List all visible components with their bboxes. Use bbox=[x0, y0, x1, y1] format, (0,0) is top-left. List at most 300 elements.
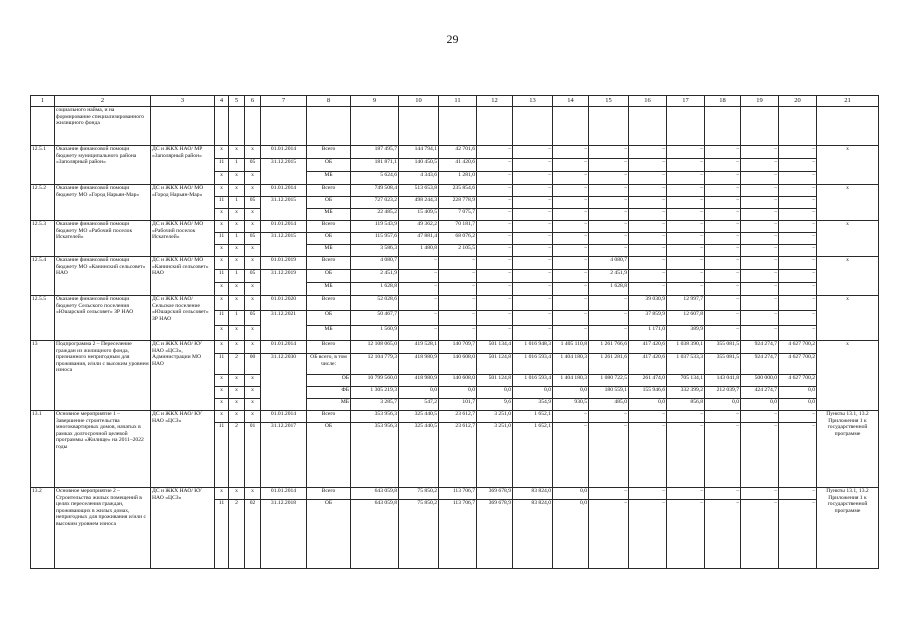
funding-source: ОБ bbox=[307, 159, 351, 172]
amount-cell: – bbox=[629, 270, 667, 283]
budget-code: x bbox=[245, 375, 261, 387]
amount-cell: – bbox=[513, 245, 553, 257]
amount-cell: – bbox=[629, 172, 667, 185]
budget-code: x bbox=[229, 488, 245, 500]
header-cell-2: 2 bbox=[55, 96, 151, 107]
budget-code: 1 bbox=[229, 159, 245, 172]
budget-code: 05 bbox=[245, 197, 261, 209]
amount-cell: – bbox=[553, 270, 589, 283]
budget-code: x bbox=[215, 221, 229, 233]
measure-note: x bbox=[817, 257, 879, 296]
amount-cell: 0,0 bbox=[629, 399, 667, 411]
amount-cell: – bbox=[553, 172, 589, 185]
cont-empty-cell bbox=[215, 107, 229, 146]
amount-cell: – bbox=[553, 296, 589, 311]
r4-line-1 bbox=[31, 257, 879, 270]
amount-cell: 355 081,5 bbox=[705, 354, 741, 375]
start-date: 01.01.2014 bbox=[261, 488, 307, 500]
measure-note: x bbox=[817, 146, 879, 185]
amount-cell: 70 181,7 bbox=[439, 221, 477, 233]
measure-executor: ДС и ЖКХ НАО/ МО «Рабочий поселок Искателей» bbox=[151, 221, 215, 257]
amount-cell: – bbox=[477, 257, 513, 270]
amount-cell: 2 451,9 bbox=[351, 270, 399, 283]
amount-cell: – bbox=[779, 146, 817, 159]
budget-code: x bbox=[245, 387, 261, 399]
amount-cell: 49 362,2 bbox=[399, 221, 439, 233]
amount-cell: 353 956,3 bbox=[351, 411, 399, 423]
cont-empty-cell bbox=[667, 107, 705, 146]
amount-cell: 0,0 bbox=[477, 387, 513, 399]
amount-cell: – bbox=[477, 159, 513, 172]
budget-code: x bbox=[229, 146, 245, 159]
budget-code: x bbox=[245, 221, 261, 233]
amount-cell: – bbox=[779, 270, 817, 283]
amount-cell: 261 474,0 bbox=[629, 375, 667, 387]
amount-cell: – bbox=[589, 500, 629, 569]
amount-cell: 228 778,9 bbox=[439, 197, 477, 209]
amount-cell: – bbox=[779, 283, 817, 296]
cont-num-cell bbox=[31, 107, 55, 146]
amount-cell: – bbox=[705, 423, 741, 488]
cont-empty-cell bbox=[817, 107, 879, 146]
funding-source: МБ bbox=[307, 399, 351, 411]
amount-cell: – bbox=[553, 423, 589, 488]
amount-cell: 50 467,7 bbox=[351, 311, 399, 326]
budget-code: x bbox=[215, 146, 229, 159]
measure-number: 12.5.3 bbox=[31, 221, 55, 257]
amount-cell: 10 799 560,0 bbox=[351, 375, 399, 387]
amount-cell: – bbox=[779, 257, 817, 270]
amount-cell: – bbox=[705, 283, 741, 296]
amount-cell: – bbox=[779, 172, 817, 185]
amount-cell: – bbox=[629, 488, 667, 500]
amount-cell: – bbox=[629, 146, 667, 159]
amount-cell: – bbox=[553, 185, 589, 197]
budget-code: 11 bbox=[215, 197, 229, 209]
amount-cell: 187 495,7 bbox=[351, 146, 399, 159]
amount-cell: 140 608,0 bbox=[439, 375, 477, 387]
continuation-row bbox=[31, 107, 879, 146]
budget-code: 11 bbox=[215, 159, 229, 172]
budget-code: x bbox=[245, 257, 261, 270]
header-cell-19: 19 bbox=[741, 96, 779, 107]
amount-cell: – bbox=[589, 221, 629, 233]
amount-cell: – bbox=[513, 326, 553, 341]
amount-cell: 180 559,1 bbox=[589, 387, 629, 399]
header-cell-1: 1 bbox=[31, 96, 55, 107]
amount-cell: 1 560,9 bbox=[351, 326, 399, 341]
amount-cell: 727 023,2 bbox=[351, 197, 399, 209]
amount-cell: – bbox=[513, 185, 553, 197]
measure-executor: ДС и ЖКХ НАО/ МР «Заполярный район» bbox=[151, 146, 215, 185]
amount-cell: 419 528,1 bbox=[399, 341, 439, 354]
amount-cell: – bbox=[589, 197, 629, 209]
amount-cell: – bbox=[513, 146, 553, 159]
amount-cell: 1 261 766,6 bbox=[589, 341, 629, 354]
start-date: 01.01.2020 bbox=[261, 296, 307, 311]
start-date: 01.01.2014 bbox=[261, 221, 307, 233]
budget-code: 11 bbox=[215, 270, 229, 283]
funding-source: МБ bbox=[307, 245, 351, 257]
measure-note: x bbox=[817, 185, 879, 221]
cont-empty-cell bbox=[351, 107, 399, 146]
amount-cell: – bbox=[705, 411, 741, 423]
amount-cell: – bbox=[553, 221, 589, 233]
budget-code: x bbox=[215, 341, 229, 354]
amount-cell: 12 997,7 bbox=[667, 296, 705, 311]
amount-cell: – bbox=[553, 209, 589, 221]
header-cell-11: 11 bbox=[439, 96, 477, 107]
amount-cell: – bbox=[629, 197, 667, 209]
amount-cell: 4 627 700,2 bbox=[779, 341, 817, 354]
amount-cell: 501 124,8 bbox=[477, 354, 513, 375]
amount-cell: – bbox=[553, 257, 589, 270]
amount-cell: 0,0 bbox=[741, 399, 779, 411]
amount-cell: – bbox=[705, 197, 741, 209]
cont-empty-cell bbox=[705, 107, 741, 146]
budget-code: 11 bbox=[215, 354, 229, 375]
amount-cell: – bbox=[589, 488, 629, 500]
funding-source: ОБ всего, в том числе: bbox=[307, 354, 351, 375]
amount-cell: 643 059,8 bbox=[351, 488, 399, 500]
amount-cell: 1 628,8 bbox=[351, 283, 399, 296]
amount-cell: – bbox=[741, 500, 779, 569]
amount-cell: 181 871,1 bbox=[351, 159, 399, 172]
amount-cell: 115 957,6 bbox=[351, 233, 399, 245]
budget-code: x bbox=[245, 283, 261, 296]
cont-empty-cell bbox=[741, 107, 779, 146]
budget-code: 02 bbox=[245, 500, 261, 569]
measure-executor: ДС и ЖКХ НАО/ МО «Город Нарьян-Мар» bbox=[151, 185, 215, 221]
budget-code: x bbox=[215, 387, 229, 399]
measure-name: Оказание финансовой помощи бюджету муниципального района «Заполярный район» bbox=[55, 146, 151, 185]
amount-cell: – bbox=[741, 146, 779, 159]
funding-source: МБ bbox=[307, 283, 351, 296]
budget-code: x bbox=[229, 245, 245, 257]
amount-cell: – bbox=[779, 185, 817, 197]
amount-cell: – bbox=[477, 146, 513, 159]
amount-cell: 501 134,4 bbox=[477, 341, 513, 354]
budget-code: x bbox=[215, 326, 229, 341]
amount-cell: – bbox=[589, 159, 629, 172]
amount-cell: 235 854,6 bbox=[439, 185, 477, 197]
budget-code: x bbox=[229, 375, 245, 387]
amount-cell: 113 706,7 bbox=[439, 488, 477, 500]
amount-cell: 0,0 bbox=[779, 399, 817, 411]
amount-cell: – bbox=[629, 221, 667, 233]
amount-cell: – bbox=[439, 311, 477, 326]
cont-empty-cell bbox=[261, 107, 307, 146]
budget-code: x bbox=[215, 399, 229, 411]
amount-cell: – bbox=[705, 500, 741, 569]
amount-cell: – bbox=[513, 270, 553, 283]
amount-cell: – bbox=[667, 411, 705, 423]
amount-cell: – bbox=[589, 311, 629, 326]
measure-note: x bbox=[817, 341, 879, 411]
budget-code: x bbox=[229, 399, 245, 411]
r5-line-1 bbox=[31, 296, 879, 311]
amount-cell: 2 451,9 bbox=[589, 270, 629, 283]
end-date: 31.12.2021 bbox=[261, 311, 307, 341]
budget-code: 1 bbox=[229, 311, 245, 326]
budget-code: 05 bbox=[245, 233, 261, 245]
amount-cell: – bbox=[477, 311, 513, 326]
amount-cell: 1 080 722,5 bbox=[589, 375, 629, 387]
start-date: 01.01.2014 bbox=[261, 341, 307, 354]
amount-cell: 369 678,9 bbox=[477, 488, 513, 500]
cont-empty-cell bbox=[307, 107, 351, 146]
amount-cell: – bbox=[399, 326, 439, 341]
r2-line-1 bbox=[31, 185, 879, 197]
amount-cell: – bbox=[629, 423, 667, 488]
budget-code: x bbox=[245, 411, 261, 423]
budget-code: x bbox=[229, 209, 245, 221]
amount-cell: 1 016 593,4 bbox=[513, 354, 553, 375]
amount-cell: – bbox=[705, 488, 741, 500]
funding-source: Всего bbox=[307, 341, 351, 354]
funding-source: Всего bbox=[307, 296, 351, 311]
amount-cell: 119 543,9 bbox=[351, 221, 399, 233]
start-date: 01.01.2014 bbox=[261, 185, 307, 197]
amount-cell: – bbox=[513, 283, 553, 296]
budget-code: 1 bbox=[229, 197, 245, 209]
amount-cell: – bbox=[779, 423, 817, 488]
budget-code: x bbox=[229, 257, 245, 270]
amount-cell: – bbox=[741, 185, 779, 197]
end-date: 31.12.2015 bbox=[261, 159, 307, 185]
amount-cell: – bbox=[667, 221, 705, 233]
measure-executor: ДС и ЖКХ НАО/ КУ НАО «ЦСЗ» bbox=[151, 488, 215, 569]
amount-cell: – bbox=[667, 257, 705, 270]
amount-cell: – bbox=[513, 221, 553, 233]
amount-cell: 513 653,8 bbox=[399, 185, 439, 197]
measure-executor: ДС и ЖКХ НАО/ Сельское поселение «Юшарский сельсовет» ЗР НАО bbox=[151, 296, 215, 341]
amount-cell: 1 037 533,3 bbox=[667, 354, 705, 375]
amount-cell: 485,0 bbox=[589, 399, 629, 411]
amount-cell: – bbox=[399, 283, 439, 296]
amount-cell: 4 343,6 bbox=[399, 172, 439, 185]
amount-cell: 3 586,3 bbox=[351, 245, 399, 257]
amount-cell: 417 420,6 bbox=[629, 354, 667, 375]
r1-line-1 bbox=[31, 146, 879, 159]
amount-cell: 140 608,0 bbox=[439, 354, 477, 375]
amount-cell: – bbox=[705, 221, 741, 233]
amount-cell: – bbox=[705, 185, 741, 197]
amount-cell: – bbox=[553, 311, 589, 326]
measure-name: Оказание финансовой помощи бюджету МО «Канинский сельсовет» НАО bbox=[55, 257, 151, 296]
measure-name: Подпрограмма 2 – Переселение граждан из жилищного фонда, признанного непригодным для проживания, и/или с высоким уровнем износа bbox=[55, 341, 151, 411]
cont-empty-cell bbox=[589, 107, 629, 146]
amount-cell: – bbox=[477, 185, 513, 197]
amount-cell: 1 038 390,1 bbox=[667, 341, 705, 354]
end-date: 31.12.2015 bbox=[261, 197, 307, 221]
measure-number: 12.5.2 bbox=[31, 185, 55, 221]
amount-cell: 42 701,6 bbox=[439, 146, 477, 159]
amount-cell: – bbox=[589, 146, 629, 159]
header-cell-12: 12 bbox=[477, 96, 513, 107]
budget-code: x bbox=[245, 146, 261, 159]
budget-code: 2 bbox=[229, 423, 245, 488]
budget-code: x bbox=[245, 488, 261, 500]
measure-executor: ДС и ЖКХ НАО/ КУ НАО «ЦСЗ» bbox=[151, 411, 215, 488]
measure-name: Оказание финансовой помощи бюджету МО «Рабочий поселок Искателей» bbox=[55, 221, 151, 257]
amount-cell: – bbox=[741, 209, 779, 221]
amount-cell: – bbox=[629, 283, 667, 296]
amount-cell: 643 059,8 bbox=[351, 500, 399, 569]
cont-empty-cell bbox=[477, 107, 513, 146]
amount-cell: 39 030,9 bbox=[629, 296, 667, 311]
amount-cell: – bbox=[705, 209, 741, 221]
end-date: 31.12.2030 bbox=[261, 354, 307, 411]
funding-source: ФБ bbox=[307, 387, 351, 399]
amount-cell: – bbox=[477, 172, 513, 185]
cont-empty-cell bbox=[779, 107, 817, 146]
header-cell-9: 9 bbox=[351, 96, 399, 107]
amount-cell: 1 480,8 bbox=[399, 245, 439, 257]
funding-source: Всего bbox=[307, 221, 351, 233]
amount-cell: – bbox=[399, 296, 439, 311]
amount-cell: 4 080,7 bbox=[351, 257, 399, 270]
amount-cell: – bbox=[741, 270, 779, 283]
amount-cell: – bbox=[779, 311, 817, 326]
amount-cell: – bbox=[513, 233, 553, 245]
amount-cell: – bbox=[779, 488, 817, 500]
header-cell-20: 20 bbox=[779, 96, 817, 107]
amount-cell: – bbox=[553, 411, 589, 423]
measure-executor: ДС и ЖКХ НАО/ МО «Канинский сельсовет» НАО bbox=[151, 257, 215, 296]
amount-cell: – bbox=[477, 326, 513, 341]
amount-cell: 0,0 bbox=[513, 387, 553, 399]
measure-number: 12.5.5 bbox=[31, 296, 55, 341]
amount-cell: 1 281,0 bbox=[439, 172, 477, 185]
budget-code: 1 bbox=[229, 233, 245, 245]
amount-cell: – bbox=[779, 245, 817, 257]
amount-cell: – bbox=[667, 245, 705, 257]
amount-cell: 0,0 bbox=[779, 387, 817, 399]
amount-cell: 4 080,7 bbox=[589, 257, 629, 270]
budget-code: 11 bbox=[215, 233, 229, 245]
amount-cell: 0,0 bbox=[705, 399, 741, 411]
measure-name: Оказание финансовой помощи бюджету Сельского поселения «Юшарский сельсовет» ЗР НАО bbox=[55, 296, 151, 341]
budget-code: x bbox=[229, 185, 245, 197]
budget-code: 05 bbox=[245, 311, 261, 326]
r6-line-1 bbox=[31, 341, 879, 354]
funding-source: ОБ bbox=[307, 500, 351, 569]
amount-cell: – bbox=[779, 221, 817, 233]
amount-cell: – bbox=[779, 411, 817, 423]
amount-cell: – bbox=[705, 326, 741, 341]
budget-code: x bbox=[215, 245, 229, 257]
amount-cell: – bbox=[477, 296, 513, 311]
amount-cell: – bbox=[589, 423, 629, 488]
measure-executor: ДС и ЖКХ НАО/ КУ НАО «ЦСЗ», Администрации МО НАО bbox=[151, 341, 215, 411]
amount-cell: 52 028,6 bbox=[351, 296, 399, 311]
budget-code: x bbox=[229, 172, 245, 185]
amount-cell: 369 678,9 bbox=[477, 500, 513, 569]
funding-source: ОБ bbox=[307, 375, 351, 387]
amount-cell: – bbox=[629, 209, 667, 221]
amount-cell: 3 251,0 bbox=[477, 423, 513, 488]
amount-cell: 325 440,5 bbox=[399, 423, 439, 488]
amount-cell: 3 285,7 bbox=[351, 399, 399, 411]
amount-cell: – bbox=[589, 185, 629, 197]
amount-cell: – bbox=[629, 185, 667, 197]
amount-cell: 12 104 779,3 bbox=[351, 354, 399, 375]
cont-empty-cell bbox=[151, 107, 215, 146]
budget-code: 01 bbox=[245, 423, 261, 488]
amount-cell: 9,6 bbox=[477, 399, 513, 411]
budget-code: 1 bbox=[229, 270, 245, 283]
amount-cell: 47 881,4 bbox=[399, 233, 439, 245]
amount-cell: – bbox=[667, 270, 705, 283]
budget-code: x bbox=[215, 283, 229, 296]
amount-cell: 353 956,3 bbox=[351, 423, 399, 488]
amount-cell: – bbox=[667, 172, 705, 185]
amount-cell: 1 261 281,6 bbox=[589, 354, 629, 375]
budget-code: x bbox=[229, 411, 245, 423]
r7-line-1 bbox=[31, 411, 879, 423]
amount-cell: – bbox=[667, 283, 705, 296]
budget-code: x bbox=[245, 296, 261, 311]
header-cell-3: 3 bbox=[151, 96, 215, 107]
amount-cell: – bbox=[477, 245, 513, 257]
amount-cell: – bbox=[741, 233, 779, 245]
amount-cell: 4 627 700,2 bbox=[779, 354, 817, 375]
amount-cell: – bbox=[741, 197, 779, 209]
amount-cell: 1 652,1 bbox=[513, 423, 553, 488]
budget-code: 11 bbox=[215, 500, 229, 569]
amount-cell: – bbox=[439, 257, 477, 270]
start-date: 01.01.2014 bbox=[261, 146, 307, 159]
amount-cell: – bbox=[741, 283, 779, 296]
amount-cell: 418 980,9 bbox=[399, 375, 439, 387]
budget-code: 11 bbox=[215, 311, 229, 326]
amount-cell: 1 404 180,3 bbox=[553, 375, 589, 387]
budget-code: x bbox=[229, 221, 245, 233]
amount-cell: – bbox=[741, 411, 779, 423]
end-date: 31.12.2015 bbox=[261, 233, 307, 257]
amount-cell: – bbox=[439, 326, 477, 341]
end-date: 31.12.2019 bbox=[261, 270, 307, 296]
amount-cell: – bbox=[513, 311, 553, 326]
amount-cell: 7 075,7 bbox=[439, 209, 477, 221]
amount-cell: – bbox=[779, 209, 817, 221]
amount-cell: 0,0 bbox=[553, 500, 589, 569]
header-cell-13: 13 bbox=[513, 96, 553, 107]
amount-cell: 424 274,7 bbox=[741, 387, 779, 399]
amount-cell: 75 850,2 bbox=[399, 500, 439, 569]
end-date: 31.12.2017 bbox=[261, 423, 307, 488]
amount-cell: – bbox=[477, 233, 513, 245]
amount-cell: 140 450,5 bbox=[399, 159, 439, 172]
amount-cell: 37 859,9 bbox=[629, 311, 667, 326]
budget-code: x bbox=[245, 399, 261, 411]
budget-code: x bbox=[215, 411, 229, 423]
amount-cell: 12 108 065,0 bbox=[351, 341, 399, 354]
funding-source: ОБ bbox=[307, 270, 351, 283]
budget-code: 00 bbox=[245, 354, 261, 375]
amount-cell: – bbox=[741, 423, 779, 488]
amount-cell: 143 041,8 bbox=[705, 375, 741, 387]
amount-cell: – bbox=[589, 326, 629, 341]
amount-cell: 212 039,7 bbox=[705, 387, 741, 399]
amount-cell: – bbox=[399, 311, 439, 326]
amount-cell: – bbox=[741, 172, 779, 185]
budget-code: x bbox=[215, 488, 229, 500]
amount-cell: – bbox=[667, 488, 705, 500]
header-cell-10: 10 bbox=[399, 96, 439, 107]
amount-cell: – bbox=[779, 233, 817, 245]
